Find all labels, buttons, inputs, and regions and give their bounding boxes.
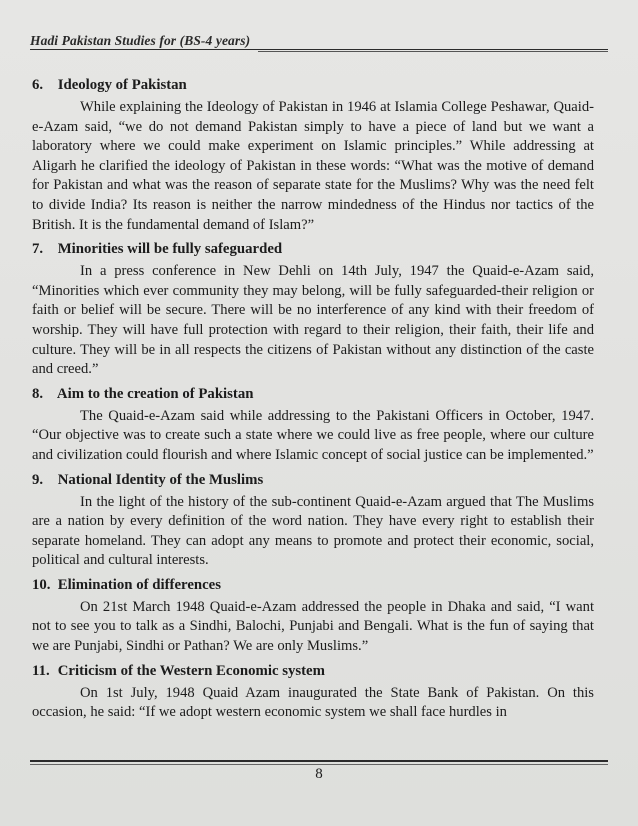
page-number: 8	[315, 766, 323, 782]
section-paragraph: The Quaid-e-Azam said while addressing to the Pakistani Officers in October, 1947. “Our objective was to create such a state where we could live as free people, where our culture and civilization could flourish and where Islamic concept of social justice can be implemented.”	[32, 407, 594, 463]
header-rule	[30, 49, 608, 50]
section-title: Minorities will be fully safeguarded	[57, 241, 283, 258]
page-body	[32, 76, 594, 728]
footer-rule	[30, 760, 608, 762]
section-elimination-of-differences	[32, 576, 594, 657]
section-heading	[32, 385, 594, 404]
section-minorities-safeguarded	[32, 240, 594, 380]
section-number: 11.	[32, 662, 50, 679]
section-paragraph: On 21st March 1948 Quaid-e-Azam addressed the people in Dhaka and said, “I want not to see you to talk as a Sindhi, Balochi, Punjabi and Bengali. What is the fun of saying that we are Punjabi, Sindhi or Pathan? We are only Muslims.”	[32, 598, 594, 655]
section-national-identity	[32, 471, 594, 571]
section-heading	[32, 662, 594, 681]
section-western-economic-system	[32, 662, 594, 723]
section-paragraph: On 1st July, 1948 Quaid Azam inaugurated the State Bank of Pakistan. On this occasion, he said: “If we adopt western economic system we shall face hurdles in	[32, 684, 594, 721]
section-ideology-of-pakistan	[32, 76, 594, 235]
section-number: 7.	[32, 241, 44, 258]
section-title: National Identity of the Muslims	[57, 471, 264, 488]
section-aim-creation-of-pakistan	[32, 385, 594, 466]
section-number: 9.	[32, 471, 44, 488]
section-title: Elimination of differences	[57, 576, 222, 593]
section-paragraph: While explaining the Ideology of Pakistan in 1946 at Islamia College Peshawar, Quaid-e-Azam said, “we do not demand Pakistan simply to have a piece of land but we want a laboratory where we could make experiment on Islamic principles.” While addressing at Aligarh he clarified the ideology of Pakistan in these words: “What was the motive of demand for Pakistan and what was the reason of separate state for the Muslims? Why was the need felt to divide India? Its reason is neither the narrow mindedness of the Hindus nor tactics of the British. It is the fundamental demand of Islam?”	[32, 99, 594, 233]
section-heading	[32, 471, 594, 490]
section-number: 6.	[32, 77, 44, 93]
section-title: Ideology of Pakistan	[57, 77, 187, 93]
section-heading	[32, 240, 594, 259]
section-title: Criticism of the Western Economic system	[57, 662, 325, 679]
section-paragraph: In a press conference in New Dehli on 14th July, 1947 the Quaid-e-Azam said, “Minorities which ever community they may belong, will be fully safeguarded-their religion or faith or belief will be secure. There will be no interference of any kind with their freedom of worship. They will have full protection with regard to their religion, their faith, their life and culture. They will be in all respects the citizens of Pakistan without any distinction of the caste and creed.”	[32, 263, 594, 378]
running-header: Hadi Pakistan Studies for (BS-4 years)	[30, 33, 251, 48]
section-title: Aim to the creation of Pakistan	[56, 385, 254, 402]
section-number: 10.	[32, 576, 51, 593]
header-rule-secondary	[258, 51, 608, 52]
section-heading	[32, 576, 594, 595]
section-number: 8.	[32, 385, 44, 402]
section-heading	[32, 76, 594, 95]
footer-rule-secondary	[30, 764, 608, 765]
section-paragraph: In the light of the history of the sub-continent Quaid-e-Azam argued that The Muslims are a nation by every definition of the word nation. They have every right to establish their separate homeland. They can adopt any means to promote and protect their economic, social, political and cultural interests.	[32, 493, 594, 569]
